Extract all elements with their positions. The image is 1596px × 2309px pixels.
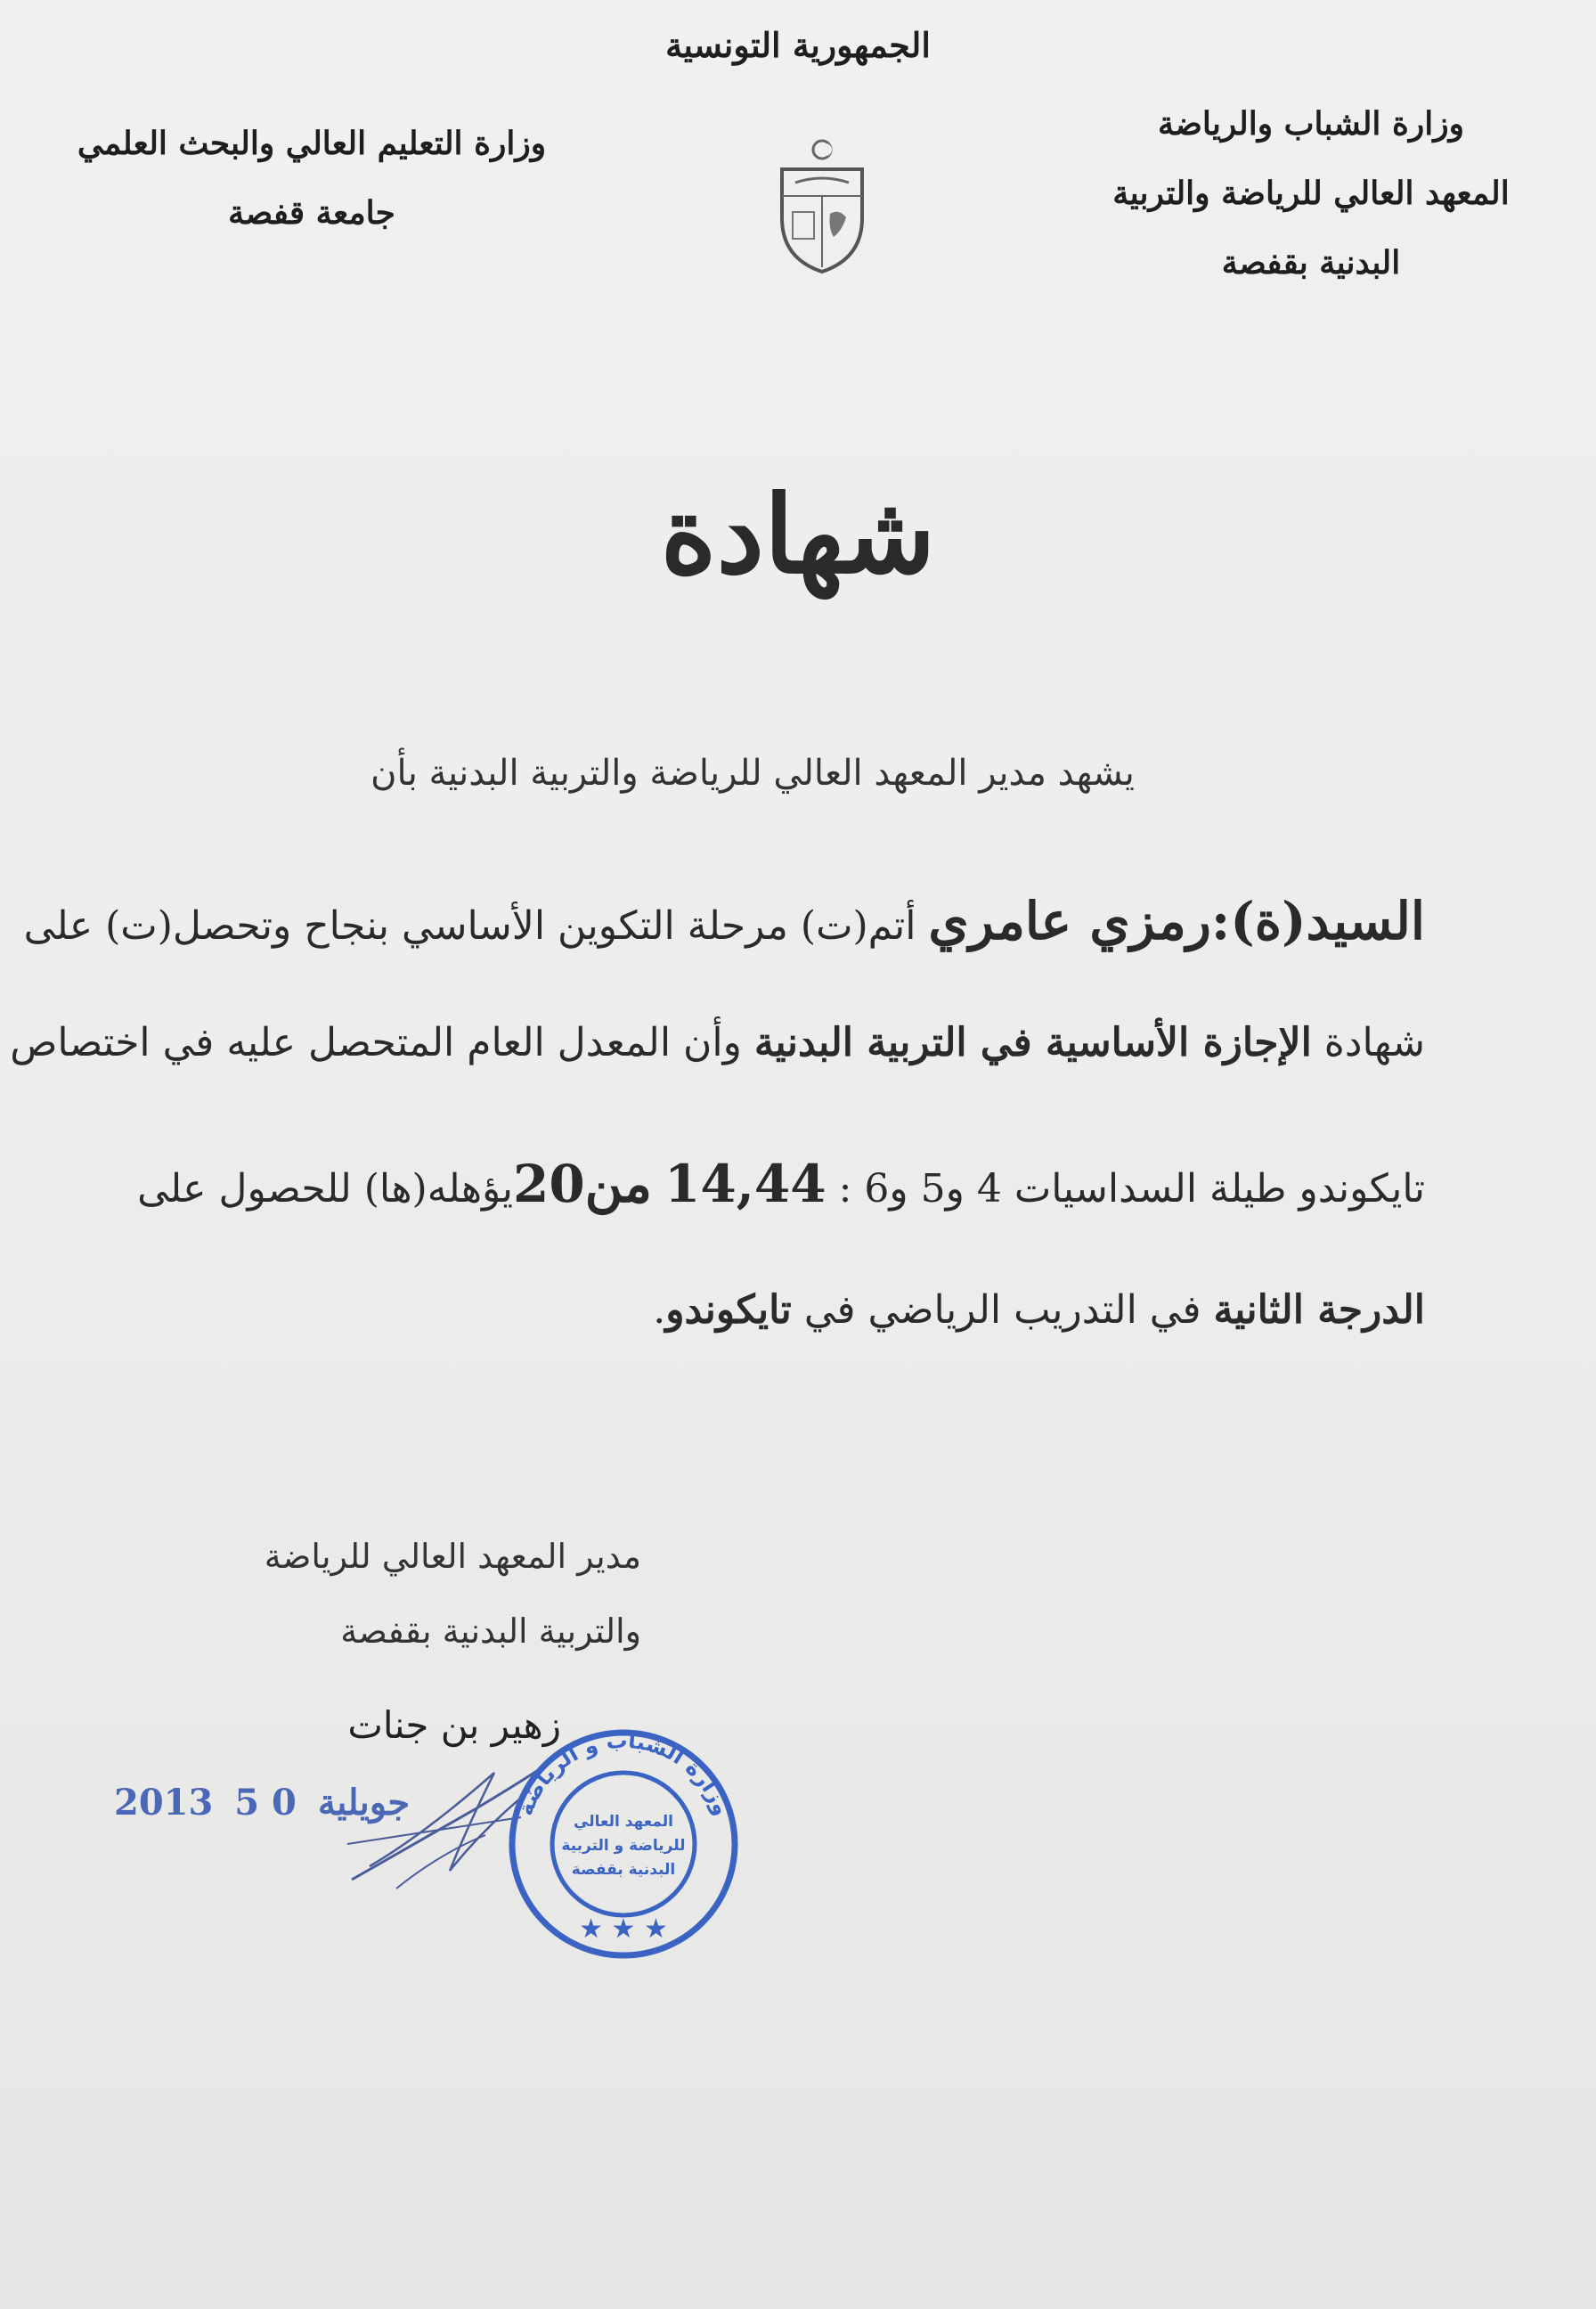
grade-name: الدرجة الثانية	[1213, 1287, 1425, 1333]
seal-center-line-1: المعهد العالي	[574, 1813, 673, 1831]
director-name: زهير بن جنات	[347, 1703, 561, 1747]
institute-line: المعهد العالي للرياضة والتربية	[1112, 175, 1510, 212]
svg-text:★ ★ ★: ★ ★ ★	[579, 1913, 668, 1945]
tunisia-coat-of-arms-icon	[773, 134, 871, 276]
ministry-youth-line: وزارة الشباب والرياضة	[1158, 105, 1464, 143]
salutation: السيد(ة):	[1210, 891, 1425, 951]
director-title-line-1: مدير المعهد العالي للرياضة	[264, 1537, 641, 1576]
body-line-3	[137, 1154, 1425, 1214]
score-max: 20	[513, 1154, 585, 1214]
qualification-text: يؤهله(ها) للحصول على	[137, 1166, 514, 1212]
stamp-year: 2013	[114, 1782, 214, 1824]
ministry-education-line: وزارة التعليم العالي والبحث العلمي	[77, 125, 547, 162]
score-of: من	[584, 1154, 652, 1214]
body-line-1	[23, 891, 1425, 951]
stamp-day: 0 5	[234, 1782, 297, 1824]
body-line-2	[10, 1020, 1425, 1065]
training-text: في التدريب الرياضي في	[803, 1287, 1201, 1333]
degree-prefix: شهادة	[1323, 1020, 1425, 1065]
recipient-name: رمزي عامري	[928, 891, 1211, 951]
official-seal	[503, 1724, 744, 1964]
seal-center-line-3: البدنية بقفصة	[571, 1861, 676, 1879]
average-text: وأن المعدل العام المتحصل عليه في اختصاص	[10, 1020, 742, 1065]
republic-heading: الجمهورية التونسية	[665, 25, 931, 65]
director-title-block	[214, 1519, 641, 1669]
average-score: 14,44	[664, 1154, 826, 1214]
ministry-youth-block	[1079, 89, 1543, 298]
institute-location-line: البدنية بقفصة	[1221, 244, 1401, 281]
seal-center-line-2: للرياضة و التربية	[561, 1837, 686, 1855]
specialty-text: تايكوندو طيلة السداسيات 4 و5 و6 :	[838, 1166, 1425, 1212]
sport-name: تايكوندو	[665, 1287, 792, 1333]
director-title-line-2: والتربية البدنية بقفصة	[340, 1611, 641, 1651]
seal-ring-text: وزارة الشباب و الرياضة	[512, 1727, 735, 1819]
certificate-title: شهادة	[660, 472, 936, 598]
completion-text: أتم(ت) مرحلة التكوين الأساسي بنجاح وتحصل(ت) على	[23, 903, 916, 949]
degree-name: الإجازة الأساسية في التربية البدنية	[753, 1020, 1312, 1065]
university-line: جامعة قفصة	[228, 194, 395, 232]
stamp-month: جويلية	[317, 1782, 411, 1824]
intro-line: يشهد مدير المعهد العالي للرياضة والتربية البدنية بأن	[370, 753, 1135, 794]
ministry-education-block	[62, 109, 561, 248]
body-line-4	[200, 1287, 1425, 1333]
final-period: .	[653, 1287, 666, 1333]
